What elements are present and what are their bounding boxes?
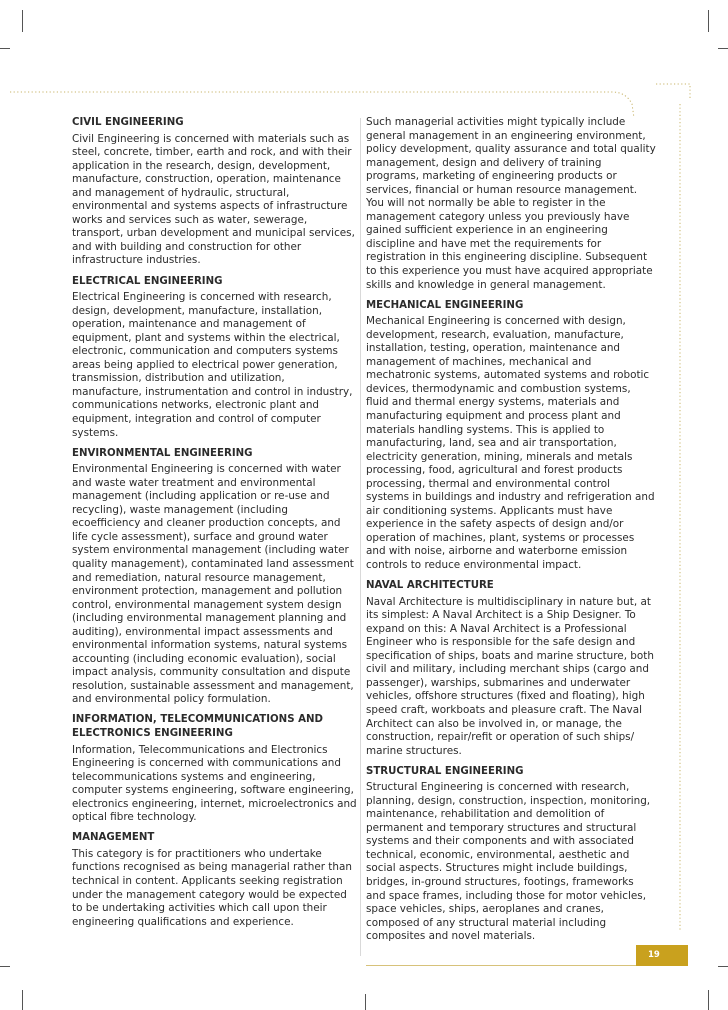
section-body: Environmental Engineering is concerned with water and waste water treatment and environmental management (including application or re-use and recycling), waste management (including ecoefficiency and cleaner production concepts, and life cycle assessment), surface and ground water system environmental management (including water quality management), contaminated land assessment and remediation, natural resource management, environment protection, management and pollution control, environmental management system design (including environmental management planning and auditing), environmental impact assessments and environmental information systems, natural systems accounting (including economic evaluation), social impact analysis, community consultation and dispute resolution, sustainable assessment and management, and environmental policy formulation. (72, 463, 354, 706)
left-column (72, 116, 357, 936)
section-heading: NAVAL ARCHITECTURE (366, 580, 494, 592)
section-body: Such managerial activities might typically include general management in an engineering environment, policy development, quality assurance and total quality management, design and delivery of training programs, marketing of engineering products or services, financial or human resource management. You will not normally be able to register in the management category unless you previously have gained sufficient experience in an engineering discipline and have met the requirements for registration in this engineering discipline. Subsequent to this experience you must have acquired appropriate skills and knowledge in general management. (366, 116, 656, 291)
section-body: Information, Telecommunications and Electronics Engineering is concerned with communications and telecommunications systems and engineering, computer systems engineering, software engineering, electronics engineering, internet, microelectronics and optical fibre technology. (72, 743, 357, 824)
section-management (72, 831, 357, 929)
section-civil-engineering (72, 116, 357, 268)
section-heading: MANAGEMENT (72, 832, 155, 844)
section-management-continued (366, 116, 656, 292)
section-body: This category is for practitioners who undertake functions recognised as being managerial rather than technical in content. Applicants seeking registration under the management category would be expected to be undertaking activities which call upon their engineering qualifications and experience. (72, 847, 352, 928)
section-heading: MECHANICAL ENGINEERING (366, 299, 524, 311)
section-heading: ENVIRONMENTAL ENGINEERING (72, 447, 253, 459)
section-ite-engineering (72, 713, 357, 824)
section-body: Mechanical Engineering is concerned with design, development, research, evaluation, manufacture, installation, testing, operation, maintenance and management of machines, mechanical and mechatronic systems, automated systems and robotic devices, thermodynamic and combustion systems, fluid and thermal energy systems, materials and manufacturing equipment and process plant and materials handling systems. This is applied to manufacturing, land, sea and air transportation, electricity generation, mining, minerals and metals processing, food, agricultural and forest products processing, thermal and environmental control systems in buildings and industry and refrigeration and air conditioning systems. Applicants must have experience in the safety aspects of design and/or operation of machines, plant, systems or processes and with noise, airborne and waterborne emission controls to reduce environmental impact. (366, 315, 655, 571)
section-body: Civil Engineering is concerned with materials such as steel, concrete, timber, earth and rock, and with their application in the research, design, development, manufacture, construction, operation, maintenance and management of hydraulic, structural, environmental and systems aspects of infrastructure works and services such as water, sewerage, transport, urban development and municipal services, and with building and construction for other infrastructure industries. (72, 132, 355, 267)
section-body: Naval Architecture is multidisciplinary in nature but, at its simplest: A Naval Architect is a Ship Designer. To expand on this: A Naval Architect is a Professional Engineer who is responsible for the safe design and specification of ships, boats and marine structure, both civil and military, including merchant ships (cargo and passenger), warships, submarines and underwater vehicles, offshore structures (fixed and floating), high speed craft, workboats and pleasure craft. The Naval Architect can also be involved in, or manage, the construction, repair/refit or operation of such ships/ marine structures. (366, 595, 654, 757)
section-electrical-engineering (72, 275, 357, 441)
column-divider (360, 118, 361, 956)
section-naval-architecture (366, 579, 656, 758)
section-heading: ELECTRICAL ENGINEERING (72, 275, 223, 287)
right-column (366, 116, 656, 950)
section-body: Electrical Engineering is concerned with research, design, development, manufacture, installation, operation, maintenance and management of equipment, plant and systems within the electrical, electronic, communication and computers systems areas being applied to electrical power generation, transmission, distribution and utilization, manufacture, instrumentation and control in industry, communications networks, electronic plant and equipment, integration and control of computer systems. (72, 291, 353, 439)
section-environmental-engineering (72, 447, 357, 707)
section-heading: INFORMATION, TELECOMMUNICATIONS AND ELECTRONICS ENGINEERING (72, 714, 323, 740)
section-structural-engineering (366, 765, 656, 944)
section-body: Structural Engineering is concerned with research, planning, design, construction, inspection, monitoring, maintenance, rehabilitation and demolition of permanent and temporary structures and structural systems and their components and with associated technical, economic, environmental, aesthetic and social aspects. Structures might include buildings, bridges, in-ground structures, footings, frameworks and space frames, including those for motor vehicles, space vehicles, ships, aeroplanes and cranes, composed of any structural material including composites and novel materials. (366, 781, 651, 943)
section-heading: STRUCTURAL ENGINEERING (366, 765, 524, 777)
page-number-badge: 19 (636, 945, 688, 966)
section-mechanical-engineering (366, 299, 656, 573)
section-heading: CIVIL ENGINEERING (72, 117, 184, 128)
